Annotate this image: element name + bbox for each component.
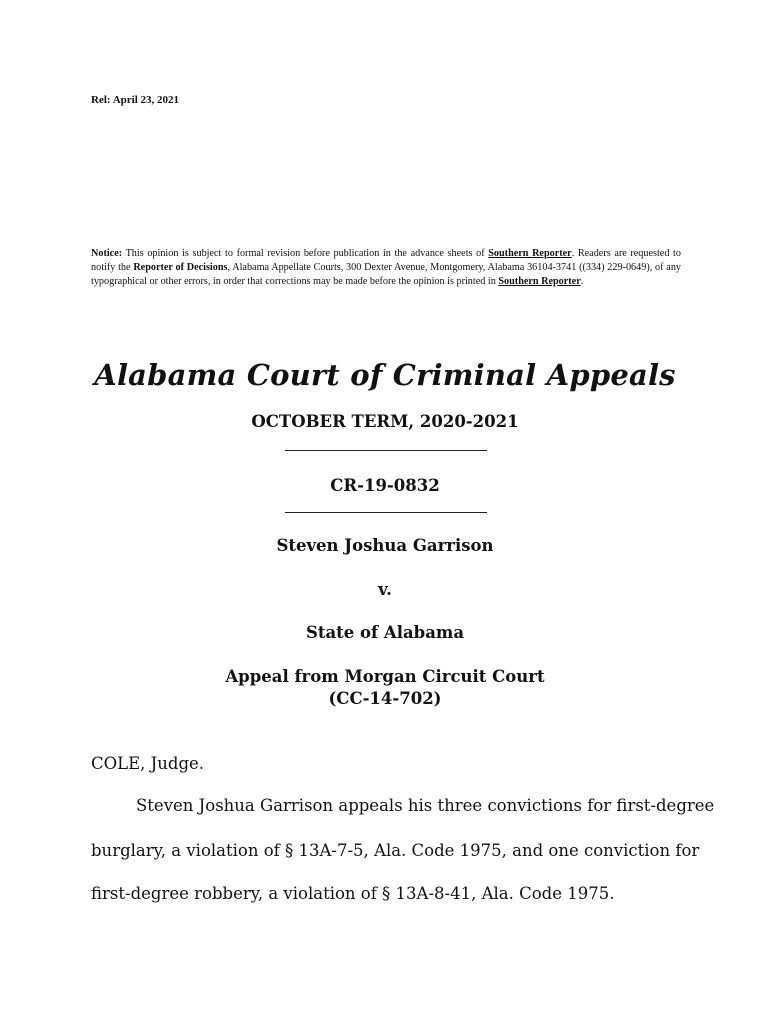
notice-text-3: , Alabama Appellate Courts, 300 Dexter Avenue, Montgomery, Alabama 36104-3741 ((334) 229-0649), of any typographical or other errors, in order that corrections may be made before the opinion is printed in [91,262,682,288]
appellant-name: Steven Joshua Garrison [276,536,494,555]
appellee-name: State of Alabama [305,623,465,642]
divider-2 [285,512,487,513]
versus: v. [378,580,392,599]
divider-1 [285,450,487,451]
reporter-of-decisions: Reporter of Decisions [133,262,228,274]
opinion-author: COLE, Judge. [91,754,205,773]
court-name: Alabama Court of Criminal Appeals [94,358,676,392]
notice-label: Notice: [91,248,123,259]
opinion-line-1: Steven Joshua Garrison appeals his three convictions for first-degree [136,796,715,815]
case-number: CR-19-0832 [330,476,440,495]
opinion-line-2: burglary, a violation of § 13A-7-5, Ala. Code 1975, and one conviction for [91,841,700,860]
term: OCTOBER TERM, 2020-2021 [251,412,519,431]
notice-paragraph [91,247,681,290]
notice-text-4: . [580,276,584,288]
southern-reporter-ref-2: Southern Reporter [498,276,581,288]
release-date: Rel: April 23, 2021 [91,94,179,106]
opinion-line-3: first-degree robbery, a violation of § 13A-8-41, Ala. Code 1975. [91,884,615,903]
appeal-from: Appeal from Morgan Circuit Court [225,667,545,686]
southern-reporter-ref-1: Southern Reporter [488,248,572,259]
notice-text-2: . Readers are requested to notify the [91,248,681,274]
lower-court-case-number: (CC-14-702) [328,689,442,708]
notice-text-1: This opinion is subject to formal revision before publication in the advance sheets of [122,248,489,259]
